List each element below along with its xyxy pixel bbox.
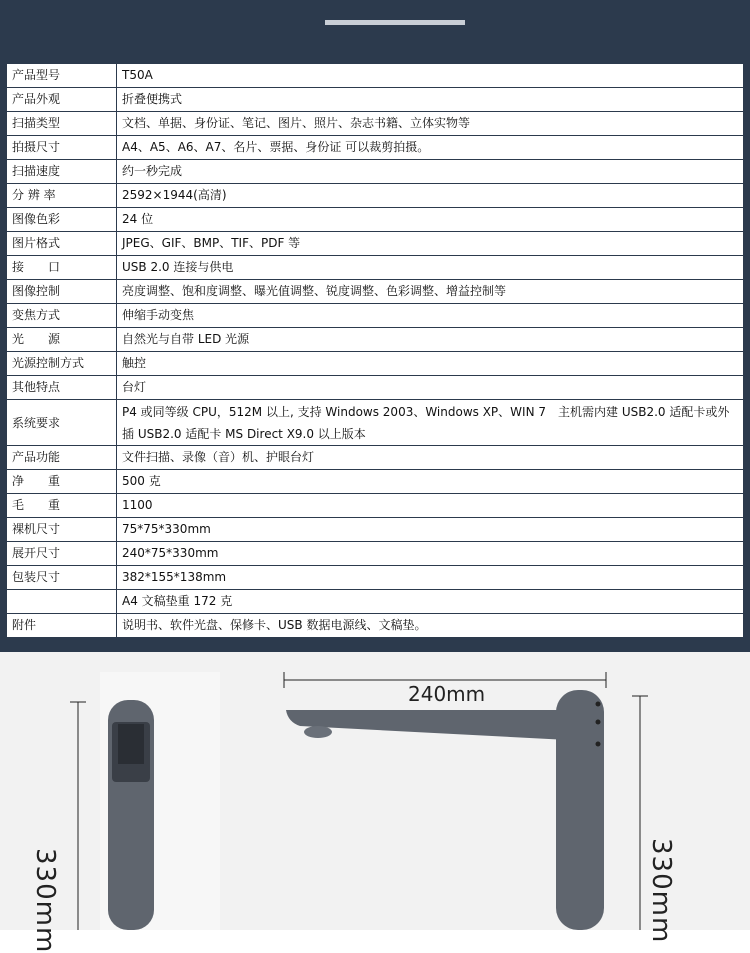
spec-row: [7, 112, 744, 136]
spec-row: [7, 376, 744, 400]
spec-row: [7, 446, 744, 470]
right-height-label: 330mm: [646, 838, 676, 944]
spec-row: [7, 304, 744, 328]
spec-key: 光 源: [7, 328, 117, 352]
spec-key: 毛 重: [7, 494, 117, 518]
spec-value: 约一秒完成: [117, 160, 744, 184]
spec-key: 附件: [7, 614, 117, 638]
spec-row: [7, 136, 744, 160]
spec-key: 产品型号: [7, 64, 117, 88]
spec-row: [7, 566, 744, 590]
spec-row: [7, 400, 744, 446]
spec-row: [7, 494, 744, 518]
spec-value: USB 2.0 连接与供电: [117, 256, 744, 280]
spec-key: 分 辨 率: [7, 184, 117, 208]
spec-key: 图像色彩: [7, 208, 117, 232]
spec-key: 展开尺寸: [7, 542, 117, 566]
width-label: 240mm: [408, 682, 486, 706]
spec-row: [7, 280, 744, 304]
spec-table: [6, 63, 744, 638]
spec-value: 说明书、软件光盘、保修卡、USB 数据电源线、文稿垫。: [117, 614, 744, 638]
page-header: [0, 0, 750, 62]
spec-value: A4 文稿垫重 172 克: [117, 590, 744, 614]
spec-value: JPEG、GIF、BMP、TIF、PDF 等: [117, 232, 744, 256]
spec-row: [7, 184, 744, 208]
spec-value: 500 克: [117, 470, 744, 494]
spec-key: 扫描类型: [7, 112, 117, 136]
device-side-view: [0, 652, 750, 930]
spec-row: [7, 470, 744, 494]
spec-value: 伸缩手动变焦: [117, 304, 744, 328]
header-divider: [325, 20, 465, 25]
spec-row: [7, 88, 744, 112]
spec-row: [7, 232, 744, 256]
spec-row: [7, 256, 744, 280]
spec-value: 文件扫描、录像（音）机、护眼台灯: [117, 446, 744, 470]
spec-key: 其他特点: [7, 376, 117, 400]
spec-key: 扫描速度: [7, 160, 117, 184]
spec-value: 折叠便携式: [117, 88, 744, 112]
spec-value: 亮度调整、饱和度调整、曝光值调整、锐度调整、色彩调整、增益控制等: [117, 280, 744, 304]
spec-key: 裸机尺寸: [7, 518, 117, 542]
spec-key: 接 口: [7, 256, 117, 280]
spec-value: 自然光与自带 LED 光源: [117, 328, 744, 352]
spec-key: 图片格式: [7, 232, 117, 256]
spec-row: [7, 614, 744, 638]
spec-key: [7, 590, 117, 614]
spec-key: 包装尺寸: [7, 566, 117, 590]
spec-value: 2592×1944(高清): [117, 184, 744, 208]
spec-row: [7, 518, 744, 542]
spec-value: T50A: [117, 64, 744, 88]
spec-section: [0, 62, 750, 652]
spec-value: P4 或同等级 CPU，512M 以上, 支持 Windows 2003、Windows XP、WIN 7 主机需内建 USB2.0 适配卡或外插 USB2.0 适配卡 MS Direct X9.0 以上版本: [117, 400, 744, 446]
spec-value: 触控: [117, 352, 744, 376]
spec-key: 系统要求: [7, 400, 117, 446]
spec-row: [7, 160, 744, 184]
spec-value: 240*75*330mm: [117, 542, 744, 566]
spec-row: [7, 590, 744, 614]
spec-value: 1100: [117, 494, 744, 518]
device-pole: [556, 690, 604, 930]
spec-key: 图像控制: [7, 280, 117, 304]
spec-row: [7, 208, 744, 232]
spec-value: 382*155*138mm: [117, 566, 744, 590]
spec-row: [7, 328, 744, 352]
spec-key: 净 重: [7, 470, 117, 494]
left-height-label: 330mm: [30, 848, 60, 953]
spec-key: 产品功能: [7, 446, 117, 470]
spec-key: 变焦方式: [7, 304, 117, 328]
spec-key: 光源控制方式: [7, 352, 117, 376]
spec-row: [7, 352, 744, 376]
spec-value: 75*75*330mm: [117, 518, 744, 542]
spec-value: 24 位: [117, 208, 744, 232]
spec-row: [7, 64, 744, 88]
spec-row: [7, 542, 744, 566]
spec-key: 拍摄尺寸: [7, 136, 117, 160]
spec-value: 台灯: [117, 376, 744, 400]
spec-key: 产品外观: [7, 88, 117, 112]
spec-value: 文档、单据、身份证、笔记、图片、照片、杂志书籍、立体实物等: [117, 112, 744, 136]
spec-value: A4、A5、A6、A7、名片、票据、身份证 可以裁剪拍摄。: [117, 136, 744, 160]
